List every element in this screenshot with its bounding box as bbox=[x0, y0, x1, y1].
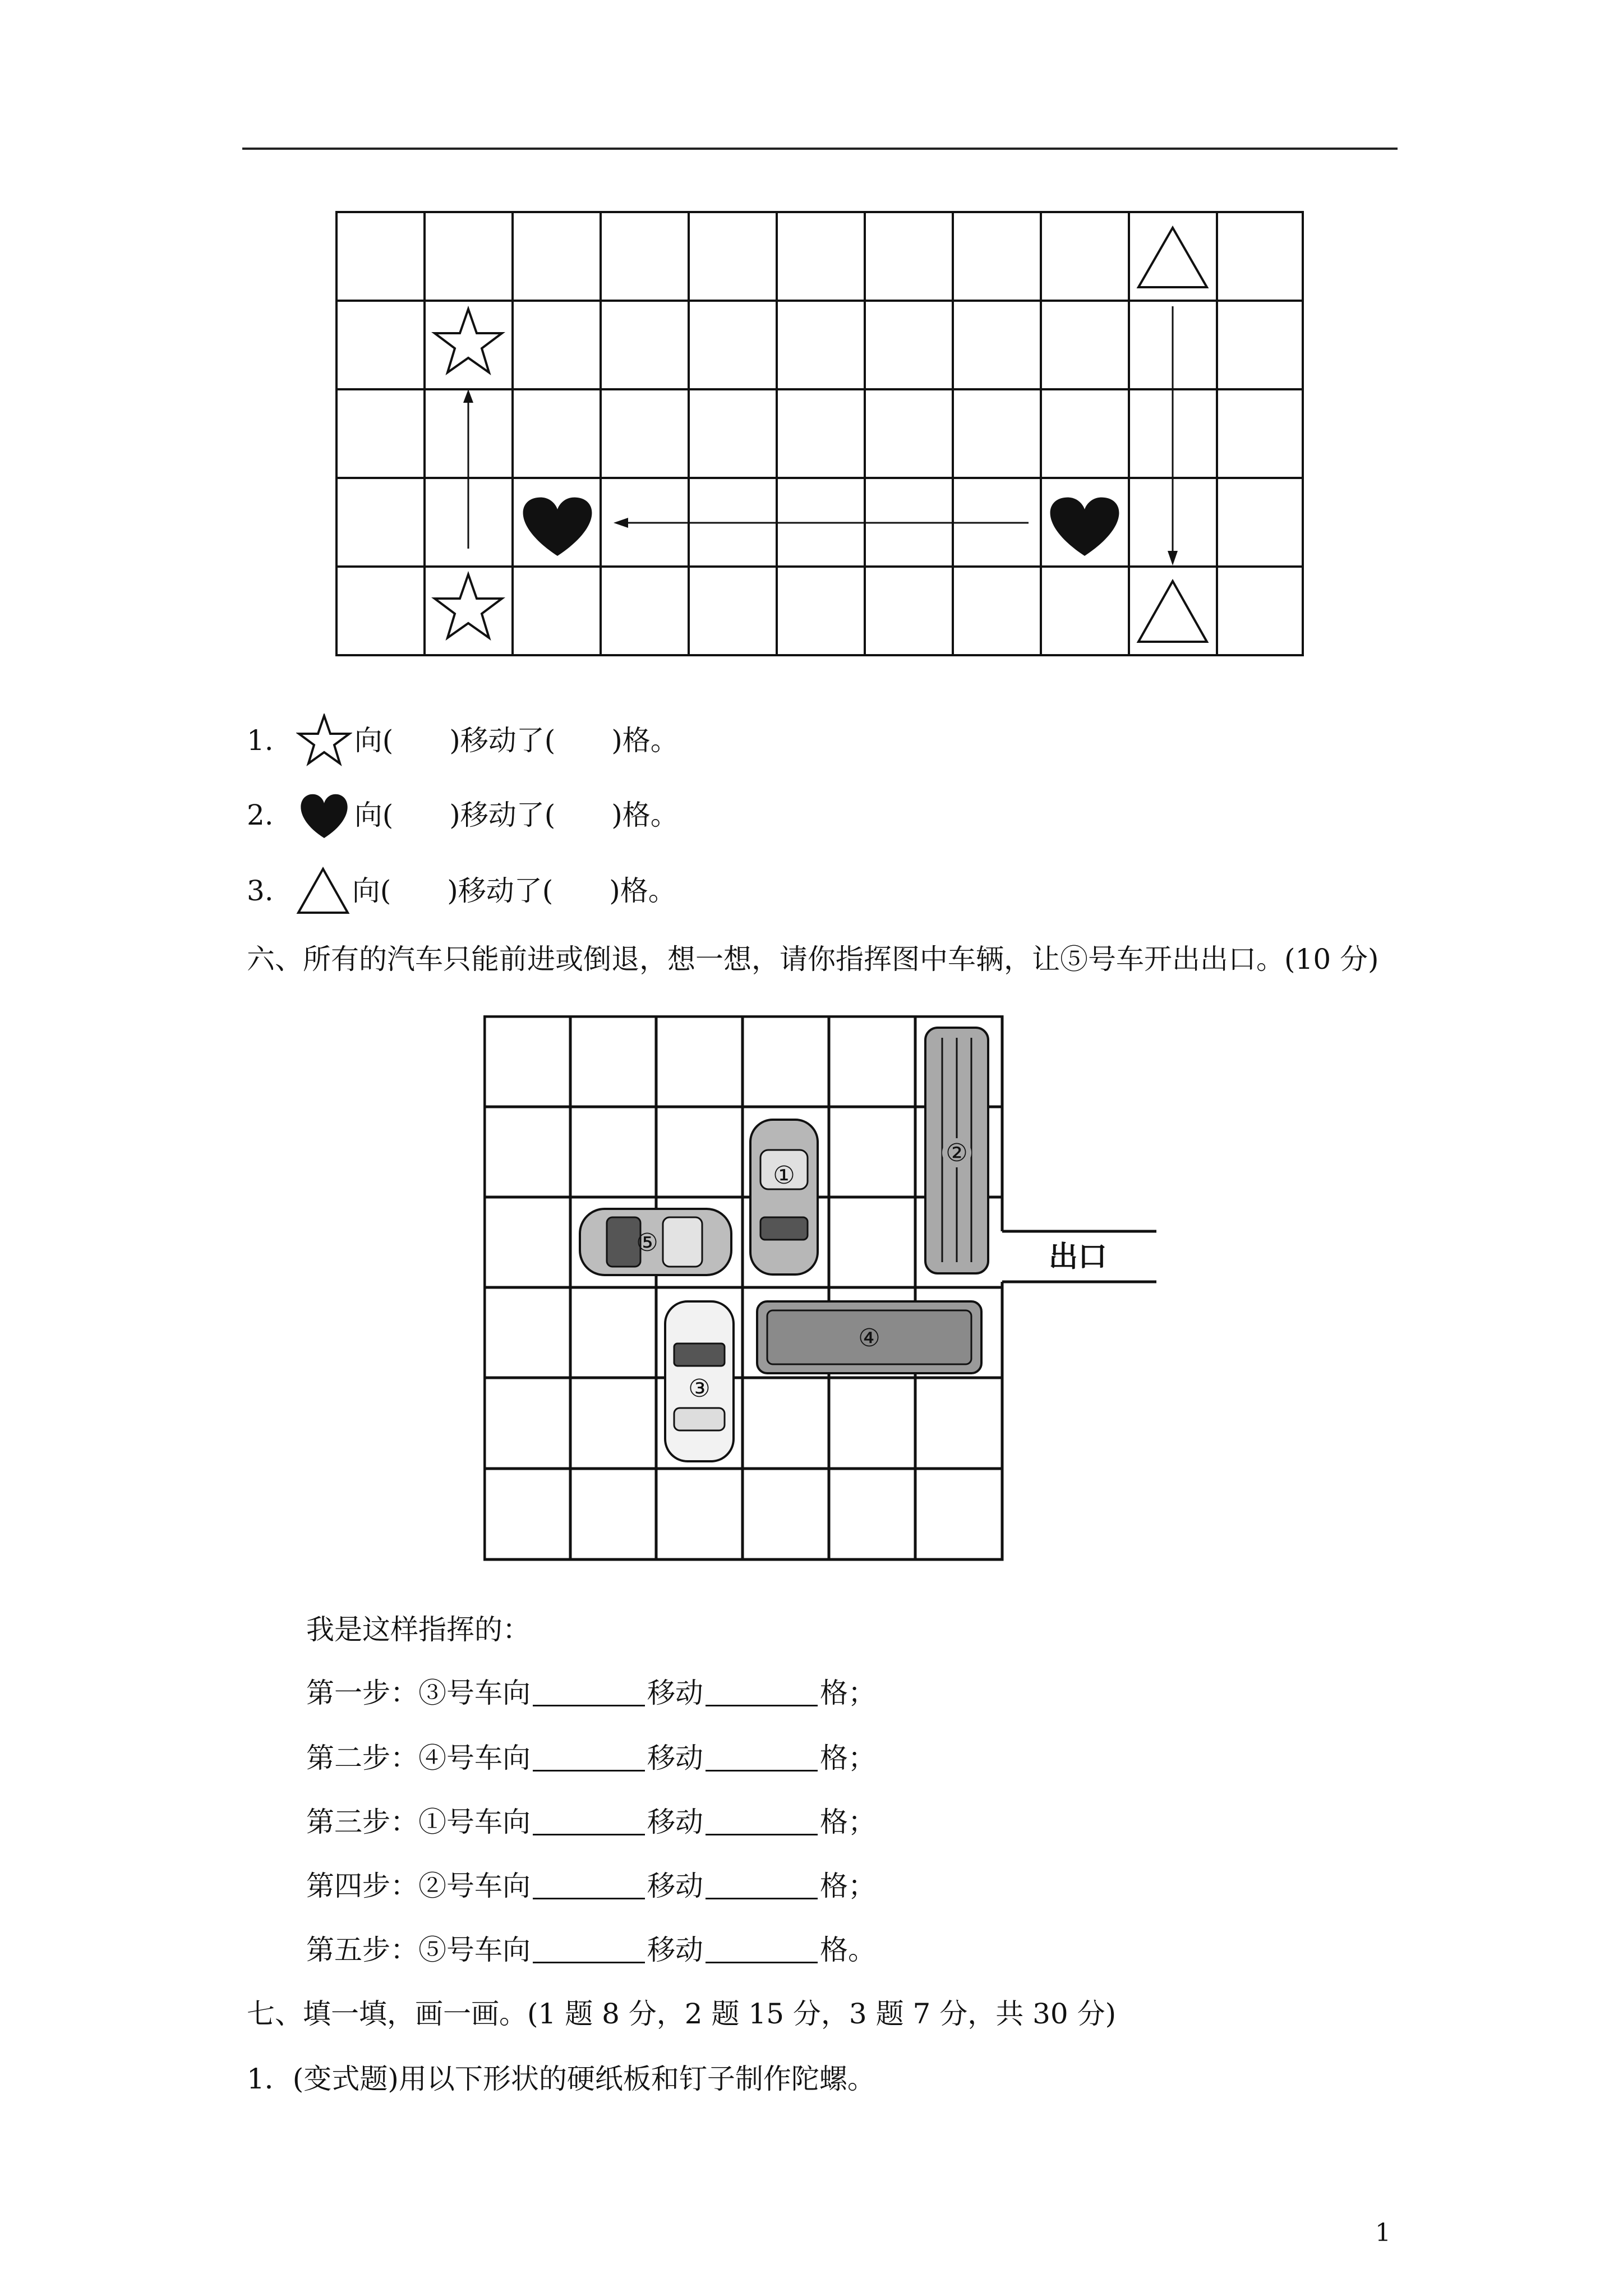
answer-blank[interactable] bbox=[533, 1873, 645, 1899]
answer-blank[interactable] bbox=[706, 1680, 818, 1706]
answer-blank[interactable] bbox=[533, 1937, 645, 1963]
step-2: 第二步：④号车向 移动 格； bbox=[306, 1742, 876, 1774]
page-number: 1 bbox=[1375, 2219, 1391, 2247]
star-top bbox=[435, 309, 502, 372]
grid-lines bbox=[336, 212, 1303, 655]
parking-grid-figure bbox=[483, 1015, 1156, 1565]
answer-blank[interactable] bbox=[706, 1745, 818, 1772]
step-1: 第一步：③号车向 移动 格； bbox=[306, 1677, 876, 1709]
answer-blank[interactable] bbox=[533, 1809, 645, 1835]
star-bottom bbox=[435, 574, 502, 638]
svg-text:②: ② bbox=[946, 1139, 968, 1167]
steps-intro: 我是这样指挥的： bbox=[306, 1613, 531, 1646]
exit-label: 出口 bbox=[1048, 1240, 1108, 1274]
question-3: 3. 向( )移动了( )格。 bbox=[247, 867, 676, 915]
car-5 bbox=[580, 1209, 731, 1275]
heart-filled-icon bbox=[296, 791, 352, 839]
header-rule bbox=[242, 148, 1398, 150]
step-3: 第三步：①号车向 移动 格； bbox=[306, 1806, 876, 1838]
star-outline-icon bbox=[296, 714, 352, 767]
question-1: 1. 向( )移动了( )格。 bbox=[247, 714, 679, 767]
heart-right bbox=[1050, 498, 1119, 556]
svg-text:③: ③ bbox=[688, 1374, 711, 1403]
step-5: 第五步：⑤号车向 移动 格。 bbox=[306, 1934, 876, 1966]
svg-text:①: ① bbox=[773, 1161, 795, 1190]
step-4: 第四步：②号车向 移动 格； bbox=[306, 1870, 876, 1902]
svg-text:⑤: ⑤ bbox=[636, 1228, 658, 1257]
triangle-bottom bbox=[1138, 581, 1207, 642]
section6-title: 六、所有的汽车只能前进或倒退，想一想，请你指挥图中车辆，让⑤号车开出出口。(10 分) bbox=[247, 943, 1379, 976]
answer-blank[interactable] bbox=[706, 1809, 818, 1835]
car-2 bbox=[925, 1028, 988, 1273]
question-2: 2. 向( )移动了( )格。 bbox=[247, 791, 679, 839]
answer-blank[interactable] bbox=[533, 1680, 645, 1706]
heart-left bbox=[523, 498, 592, 556]
triangle-outline-icon bbox=[296, 867, 350, 915]
car-3 bbox=[665, 1301, 734, 1461]
shape-grid-figure bbox=[335, 211, 1306, 657]
answer-blank[interactable] bbox=[706, 1873, 818, 1899]
triangle-top bbox=[1138, 228, 1207, 287]
car-1 bbox=[750, 1120, 818, 1274]
answer-blank[interactable] bbox=[706, 1937, 818, 1963]
section7-title: 七、填一填，画一画。(1 题 8 分，2 题 15 分，3 题 7 分，共 30 分) bbox=[247, 1998, 1117, 2030]
answer-blank[interactable] bbox=[533, 1745, 645, 1772]
svg-text:④: ④ bbox=[858, 1324, 880, 1352]
section7-question-1: 1．(变式题)用以下形状的硬纸板和钉子制作陀螺。 bbox=[247, 2063, 875, 2095]
car-4 bbox=[757, 1301, 981, 1373]
